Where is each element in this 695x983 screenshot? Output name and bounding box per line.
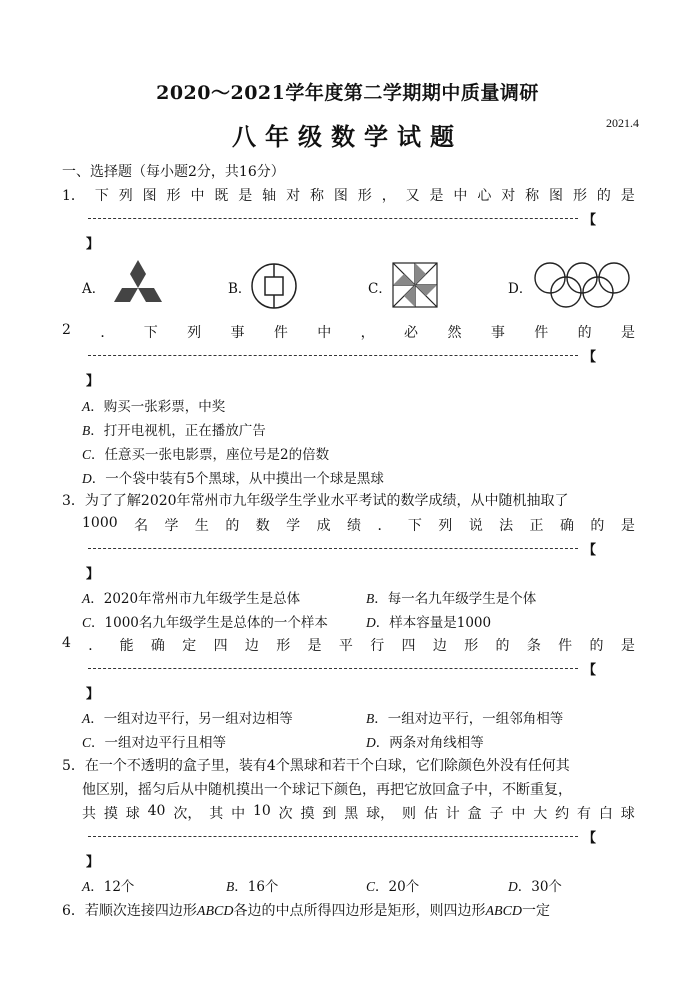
exam-title: 2020～2021学年度第二学期期中质量调研 bbox=[156, 82, 539, 104]
q1-option-d-label: D． bbox=[508, 281, 533, 297]
bracket-open: 【 bbox=[583, 831, 597, 846]
q3-option-b: B．每一名九年级学生是个体 bbox=[366, 591, 537, 607]
q4-option-c: C．一组对边平行且相等 bbox=[82, 735, 227, 751]
bracket-open: 【 bbox=[583, 663, 597, 678]
bracket-close: 】 bbox=[86, 237, 100, 252]
question-5-stem: 共 摸 球 40 次， 其 中 10 次 摸 到 黑 球， 则 估 计 盒 子 中 大 约 有 白 球 bbox=[82, 803, 635, 822]
exam-date: 2021.4 bbox=[606, 116, 639, 130]
bracket-close: 】 bbox=[86, 855, 100, 870]
q2-option-b: B．打开电视机，正在播放广告 bbox=[82, 423, 266, 439]
coin-figure bbox=[248, 260, 300, 312]
question-2-stem: 2 ． 下 列 事 件 中 ， 必 然 事 件 的 是 bbox=[62, 322, 635, 341]
bracket-open: 【 bbox=[583, 213, 597, 228]
answer-dotted-line bbox=[88, 218, 578, 219]
q3-option-d: D．样本容量是1000 bbox=[366, 615, 492, 631]
bracket-open: 【 bbox=[583, 350, 597, 365]
question-1-stem: 1． 下 列 图 形 中 既 是 轴 对 称 图 形 ， 又 是 中 心 对 称 图 形 的 是 bbox=[62, 188, 635, 204]
q1-option-a-label: A． bbox=[82, 281, 106, 297]
answer-dotted-line bbox=[88, 355, 578, 356]
answer-dotted-line bbox=[88, 668, 578, 669]
q2-option-d: D．一个袋中装有5个黑球，从中摸出一个球是黑球 bbox=[82, 471, 384, 487]
bracket-close: 】 bbox=[86, 687, 100, 702]
question-3-stem: 1000 名 学 生 的 数 学 成 绩 ． 下 列 说 法 正 确 的 是 bbox=[82, 515, 635, 534]
q5-option-a: A．12个 bbox=[82, 879, 135, 895]
q2-option-c: C．任意买一张电影票，座位号是2的倍数 bbox=[82, 447, 330, 463]
q3-option-c: C．1000名九年级学生是总体的一个样本 bbox=[82, 615, 328, 631]
q1-option-b-label: B． bbox=[228, 281, 252, 297]
bracket-close: 】 bbox=[86, 567, 100, 582]
section-heading: 一、选择题（每小题2分，共16分） bbox=[62, 164, 285, 180]
q5-option-c: C．20个 bbox=[366, 879, 420, 895]
answer-dotted-line bbox=[88, 836, 578, 837]
q5-option-d: D．30个 bbox=[508, 879, 562, 895]
bracket-open: 【 bbox=[583, 543, 597, 558]
q1-option-c-label: C． bbox=[368, 281, 392, 297]
pinwheel-figure bbox=[392, 262, 438, 308]
answer-dotted-line bbox=[88, 548, 578, 549]
mitsubishi-figure bbox=[108, 258, 168, 310]
q3-option-a: A．2020年常州市九年级学生是总体 bbox=[82, 591, 301, 607]
q4-option-d: D．两条对角线相等 bbox=[366, 735, 484, 751]
olympic-rings-figure bbox=[532, 260, 632, 310]
q4-option-b: B．一组对边平行，一组邻角相等 bbox=[366, 711, 564, 727]
exam-subtitle: 八年级数学试题 bbox=[232, 122, 463, 151]
question-3-line-1: 3．为了了解2020年常州市九年级学生学业水平考试的数学成绩，从中随机抽取了 bbox=[62, 493, 569, 509]
q2-option-a: A．购买一张彩票，中奖 bbox=[82, 399, 226, 415]
q5-option-b: B．16个 bbox=[226, 879, 279, 895]
question-6-stem: 6．若顺次连接四边形ABCD各边的中点所得四边形是矩形，则四边形ABCD一定 bbox=[62, 903, 551, 919]
bracket-close: 】 bbox=[86, 374, 100, 389]
question-4-stem: 4 ． 能 确 定 四 边 形 是 平 行 四 边 形 的 条 件 的 是 bbox=[62, 635, 635, 654]
question-5-line-1: 5．在一个不透明的盒子里，装有4个黑球和若干个白球，它们除颜色外没有任何其 bbox=[62, 758, 570, 774]
q4-option-a: A．一组对边平行，另一组对边相等 bbox=[82, 711, 293, 727]
question-5-line-2: 他区别，摇匀后从中随机摸出一个球记下颜色，再把它放回盒子中，不断重复， bbox=[82, 782, 572, 798]
